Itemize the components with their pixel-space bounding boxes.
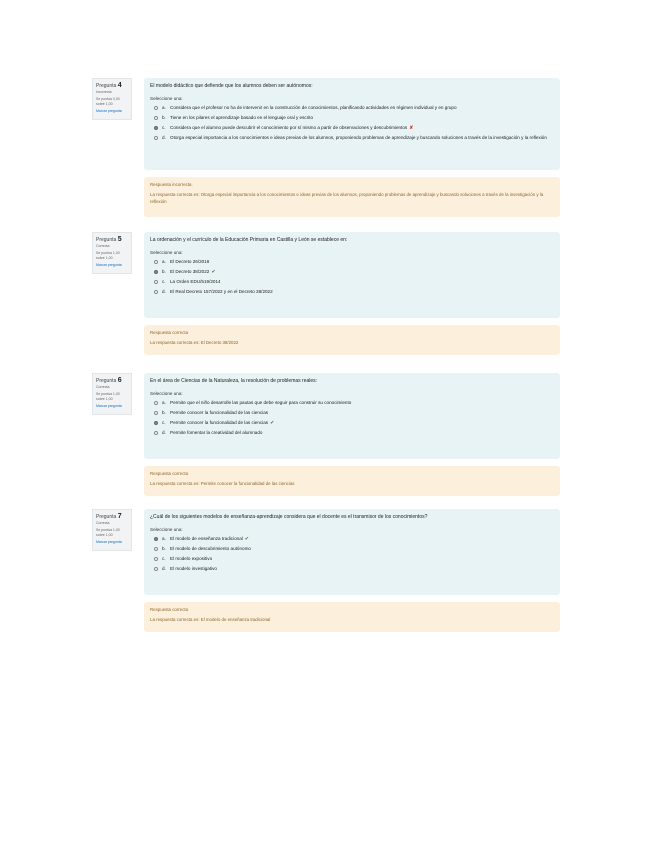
question-points: Se puntúa 1,00 sobre 1,00 xyxy=(96,528,120,537)
answer-option[interactable] xyxy=(150,430,554,436)
answer-prompt: Seleccione una: xyxy=(150,250,183,255)
question-number-label: Pregunta xyxy=(96,83,117,89)
option-letter: b. xyxy=(162,269,166,274)
option-text: El Decreto 38/2022 xyxy=(170,269,210,274)
question-content xyxy=(144,509,560,632)
option-letter: d. xyxy=(162,566,166,571)
question-number: 5 xyxy=(117,236,122,243)
answer-options xyxy=(150,259,554,295)
option-letter: b. xyxy=(162,115,166,120)
option-text: El Real Decreto 157/2022 y en el Decreto 38/2022 xyxy=(170,289,273,294)
feedback-title: Respuesta correcta xyxy=(150,471,189,476)
answer-option[interactable] xyxy=(150,556,554,562)
question-status: Incorrecta xyxy=(96,90,112,94)
question-status: Correcta xyxy=(96,385,110,389)
flag-question-link[interactable]: Marcar pregunta xyxy=(96,404,122,408)
answer-option[interactable] xyxy=(150,125,554,131)
radio-button[interactable] xyxy=(154,280,158,284)
option-letter: b. xyxy=(162,546,166,551)
option-letter: c. xyxy=(162,556,166,561)
flag-question-link[interactable]: Marcar pregunta xyxy=(96,540,122,544)
feedback-box xyxy=(144,177,560,217)
answer-option[interactable] xyxy=(150,279,554,285)
feedback-body: La respuesta correcta es: Permite conocer la funcionalidad de las ciencias xyxy=(150,481,295,486)
question-info xyxy=(92,78,132,120)
question-text: En el área de Ciencias de la Naturaleza, la resolución de problemas reales: xyxy=(150,378,318,384)
question-formulation xyxy=(144,509,560,595)
answer-options xyxy=(150,105,554,141)
answer-prompt: Seleccione una: xyxy=(150,391,183,396)
radio-button[interactable] xyxy=(154,401,158,405)
feedback-box xyxy=(144,325,560,355)
question-status: Correcta xyxy=(96,244,110,248)
feedback-box xyxy=(144,466,560,496)
flag-question-link[interactable]: Marcar pregunta xyxy=(96,109,122,113)
question-number-label: Pregunta xyxy=(96,514,117,520)
option-text: Tiene en los pilares el aprendizaje basado en el lenguaje oral y escrito xyxy=(170,115,314,120)
option-text: El modelo de descubrimiento autónomo xyxy=(170,546,251,551)
radio-button-selected[interactable] xyxy=(154,537,158,541)
answer-option[interactable] xyxy=(150,269,554,275)
question-content xyxy=(144,78,560,217)
question-info xyxy=(92,509,132,551)
question-info xyxy=(92,373,132,415)
option-text: El modelo investigativo xyxy=(170,566,217,571)
radio-button-selected[interactable] xyxy=(154,126,158,130)
radio-button[interactable] xyxy=(154,290,158,294)
option-text: Considera que el profesor no ha de intervenir en la construcción de conocimientos, planificando actividades en régimen individual y en grupo xyxy=(170,105,457,110)
question-info xyxy=(92,232,132,274)
question-text: El modelo didáctico que defiende que los alumnos deben ser autónomos: xyxy=(150,83,313,89)
question-formulation xyxy=(144,232,560,318)
question-number-label: Pregunta xyxy=(96,378,117,384)
radio-button[interactable] xyxy=(154,557,158,561)
radio-button-selected[interactable] xyxy=(154,270,158,274)
question-formulation xyxy=(144,373,560,459)
question-content xyxy=(144,232,560,355)
feedback-title: Respuesta correcta xyxy=(150,607,189,612)
option-text: Otorga especial importancia a los conocimientos e ideas previas de los alumnos, proponiendo problemas de aprendizaje y buscando soluciones a través de la investigación y la reflexión xyxy=(170,135,547,140)
question-content xyxy=(144,373,560,496)
option-text: Permite fomentar la creatividad del alumnado xyxy=(170,430,263,435)
option-letter: a. xyxy=(162,259,166,264)
feedback-title: Respuesta incorrecta. xyxy=(150,182,193,187)
question-status: Correcta xyxy=(96,521,110,525)
question-text: ¿Cuál de los siguientes modelos de enseñanza-aprendizaje considera que el docente es el transmisor de los conocimientos? xyxy=(150,514,428,520)
question-points: Se puntúa 0,00 sobre 1,00 xyxy=(96,97,120,106)
answer-option[interactable] xyxy=(150,566,554,572)
question-number: 6 xyxy=(117,377,122,384)
answer-option[interactable] xyxy=(150,135,554,141)
option-text: Permite conocer la funcionalidad de las ciencias xyxy=(170,420,269,425)
option-text: La Orden EDU/519/2014 xyxy=(170,279,221,284)
answer-option[interactable] xyxy=(150,536,554,542)
answer-option[interactable] xyxy=(150,115,554,121)
answer-options xyxy=(150,400,554,436)
question-formulation xyxy=(144,78,560,170)
option-text: Permite conocer la funcionalidad de las ciencias xyxy=(170,410,269,415)
radio-button[interactable] xyxy=(154,547,158,551)
answer-option[interactable] xyxy=(150,420,554,426)
question-number: 4 xyxy=(117,82,122,89)
answer-prompt: Seleccione una: xyxy=(150,527,183,532)
option-letter: d. xyxy=(162,430,166,435)
option-text: El Decreto 26/2016 xyxy=(170,259,210,264)
option-letter: c. xyxy=(162,420,166,425)
option-letter: a. xyxy=(162,536,166,541)
answer-option[interactable] xyxy=(150,546,554,552)
answer-prompt: Seleccione una: xyxy=(150,96,183,101)
incorrect-icon: ✘ xyxy=(409,125,414,131)
radio-button[interactable] xyxy=(154,260,158,264)
feedback-body: La respuesta correcta es: Otorga especial importancia a los conocimientos e ideas previas de los alumnos, proponiendo problemas de aprendizaje y buscando soluciones a través de la investigación y la reflexión xyxy=(150,192,544,204)
radio-button-selected[interactable] xyxy=(154,421,158,425)
option-letter: d. xyxy=(162,289,166,294)
feedback-body: La respuesta correcta es: El modelo de enseñanza tradicional xyxy=(150,617,271,622)
feedback-box xyxy=(144,602,560,632)
radio-button[interactable] xyxy=(154,116,158,120)
option-letter: d. xyxy=(162,135,166,140)
radio-button[interactable] xyxy=(154,567,158,571)
answer-option[interactable] xyxy=(150,400,554,406)
question-number-label: Pregunta xyxy=(96,237,117,243)
option-text: Permite que el niño desarrolle las pautas que debe seguir para construir su conocimiento xyxy=(170,400,352,405)
question-text: La ordenación y el currículo de la Educación Primaria en Castilla y León se establece en: xyxy=(150,237,348,243)
option-letter: a. xyxy=(162,105,166,110)
question-points: Se puntúa 1,00 sobre 1,00 xyxy=(96,251,120,260)
correct-icon: ✔ xyxy=(211,269,216,275)
correct-icon: ✔ xyxy=(270,420,275,426)
option-letter: b. xyxy=(162,410,166,415)
radio-button[interactable] xyxy=(154,431,158,435)
answer-option[interactable] xyxy=(150,105,554,111)
radio-button[interactable] xyxy=(154,106,158,110)
answer-options xyxy=(150,536,554,572)
feedback-title: Respuesta correcta xyxy=(150,330,189,335)
option-text: Considera que el alumno puede descubrir el conocimiento por sí mismo a partir de observaciones y descubrimientos xyxy=(170,125,408,130)
radio-button[interactable] xyxy=(154,136,158,140)
answer-option[interactable] xyxy=(150,259,554,265)
flag-question-link[interactable]: Marcar pregunta xyxy=(96,263,122,267)
answer-option[interactable] xyxy=(150,289,554,295)
radio-button[interactable] xyxy=(154,411,158,415)
feedback-body: La respuesta correcta es: El Decreto 38/2022 xyxy=(150,340,239,345)
question-points: Se puntúa 1,00 sobre 1,00 xyxy=(96,392,120,401)
answer-option[interactable] xyxy=(150,410,554,416)
correct-icon: ✔ xyxy=(244,536,249,542)
option-letter: c. xyxy=(162,279,166,284)
question-number: 7 xyxy=(117,513,122,520)
option-text: El modelo de enseñanza tradicional xyxy=(170,536,243,541)
option-letter: c. xyxy=(162,125,166,130)
option-letter: a. xyxy=(162,400,166,405)
option-text: El modelo expositivo xyxy=(170,556,213,561)
